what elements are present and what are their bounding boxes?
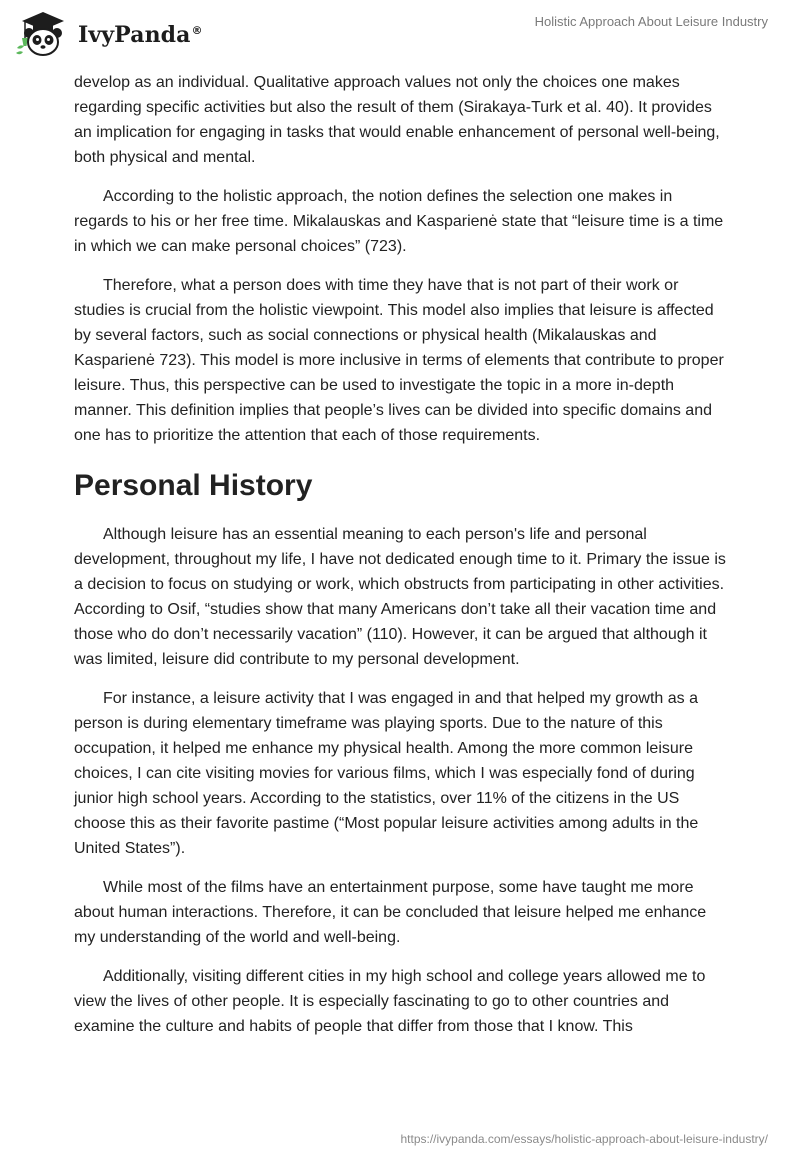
paragraph: While most of the films have an entertainment purpose, some have taught me more about human interactions. Therefore, it can be concluded that leisure helped me enhance my understanding of the world and well-being. <box>74 879 707 946</box>
paragraph: For instance, a leisure activity that I was engaged in and that helped my growth as a person is during elementary timeframe was playing sports. Due to the nature of this occupation, it helped me enhance my physical health. Among the more common leisure choices, I can cite visiting movies for various films, which I was especially fond of during junior high school years. According to the statistics, over 11% of the citizens in the US choose this as their favorite pastime (“Most popular leisure activities among adults in the United States”). <box>74 690 699 857</box>
section-heading: Personal History <box>74 469 313 502</box>
brand-name: IvyPanda® <box>78 22 203 48</box>
source-url[interactable]: https://ivypanda.com/essays/holistic-approach-about-leisure-industry/ <box>400 1132 768 1146</box>
brand-logo[interactable] <box>14 8 203 60</box>
essay-content <box>74 70 726 1053</box>
paragraph: Therefore, what a person does with time they have that is not part of their work or studies is crucial from the holistic viewpoint. This model also implies that leisure is affected by several factors, such as social connections or physical health (Mikalauskas and Kasparienė 723). This model is more inclusive in terms of elements that contribute to proper leisure. Thus, this perspective can be used to investigate the topic in a more in-depth manner. This definition implies that people’s lives can be divided into specific domains and one has to prioritize the attention that each of those requirements. <box>74 277 724 444</box>
paragraph: Additionally, visiting different cities in my high school and college years allowed me to view the lives of other people. It is especially fascinating to go to other countries and examine the culture and habits of people that differ from those that I know. This <box>74 968 706 1035</box>
running-title: Holistic Approach About Leisure Industry <box>534 14 768 29</box>
paragraph: Although leisure has an essential meaning to each person's life and personal development, throughout my life, I have not dedicated enough time to it. Primary the issue is a decision to focus on studying or work, which obstructs from participating in other activities. According to Osif, “studies show that many Americans don’t take all their vacation time and those who do don’t necessarily vacation” (110). However, it can be argued that although it was limited, leisure did contribute to my personal development. <box>74 526 726 668</box>
paragraph: According to the holistic approach, the notion defines the selection one makes in regards to his or her free time. Mikalauskas and Kasparienė state that “leisure time is a time in which we can make personal choices” (723). <box>74 188 724 255</box>
page-header <box>0 0 800 70</box>
brand-registered-mark: ® <box>191 23 203 37</box>
panda-graduate-logo-icon <box>14 8 72 60</box>
paragraph: develop as an individual. Qualitative approach values not only the choices one makes regarding specific activities but also the result of them (Sirakaya-Turk et al. 40). It provides an implication for engaging in tasks that would enable enhancement of personal well-being, both physical and mental. <box>74 74 720 166</box>
